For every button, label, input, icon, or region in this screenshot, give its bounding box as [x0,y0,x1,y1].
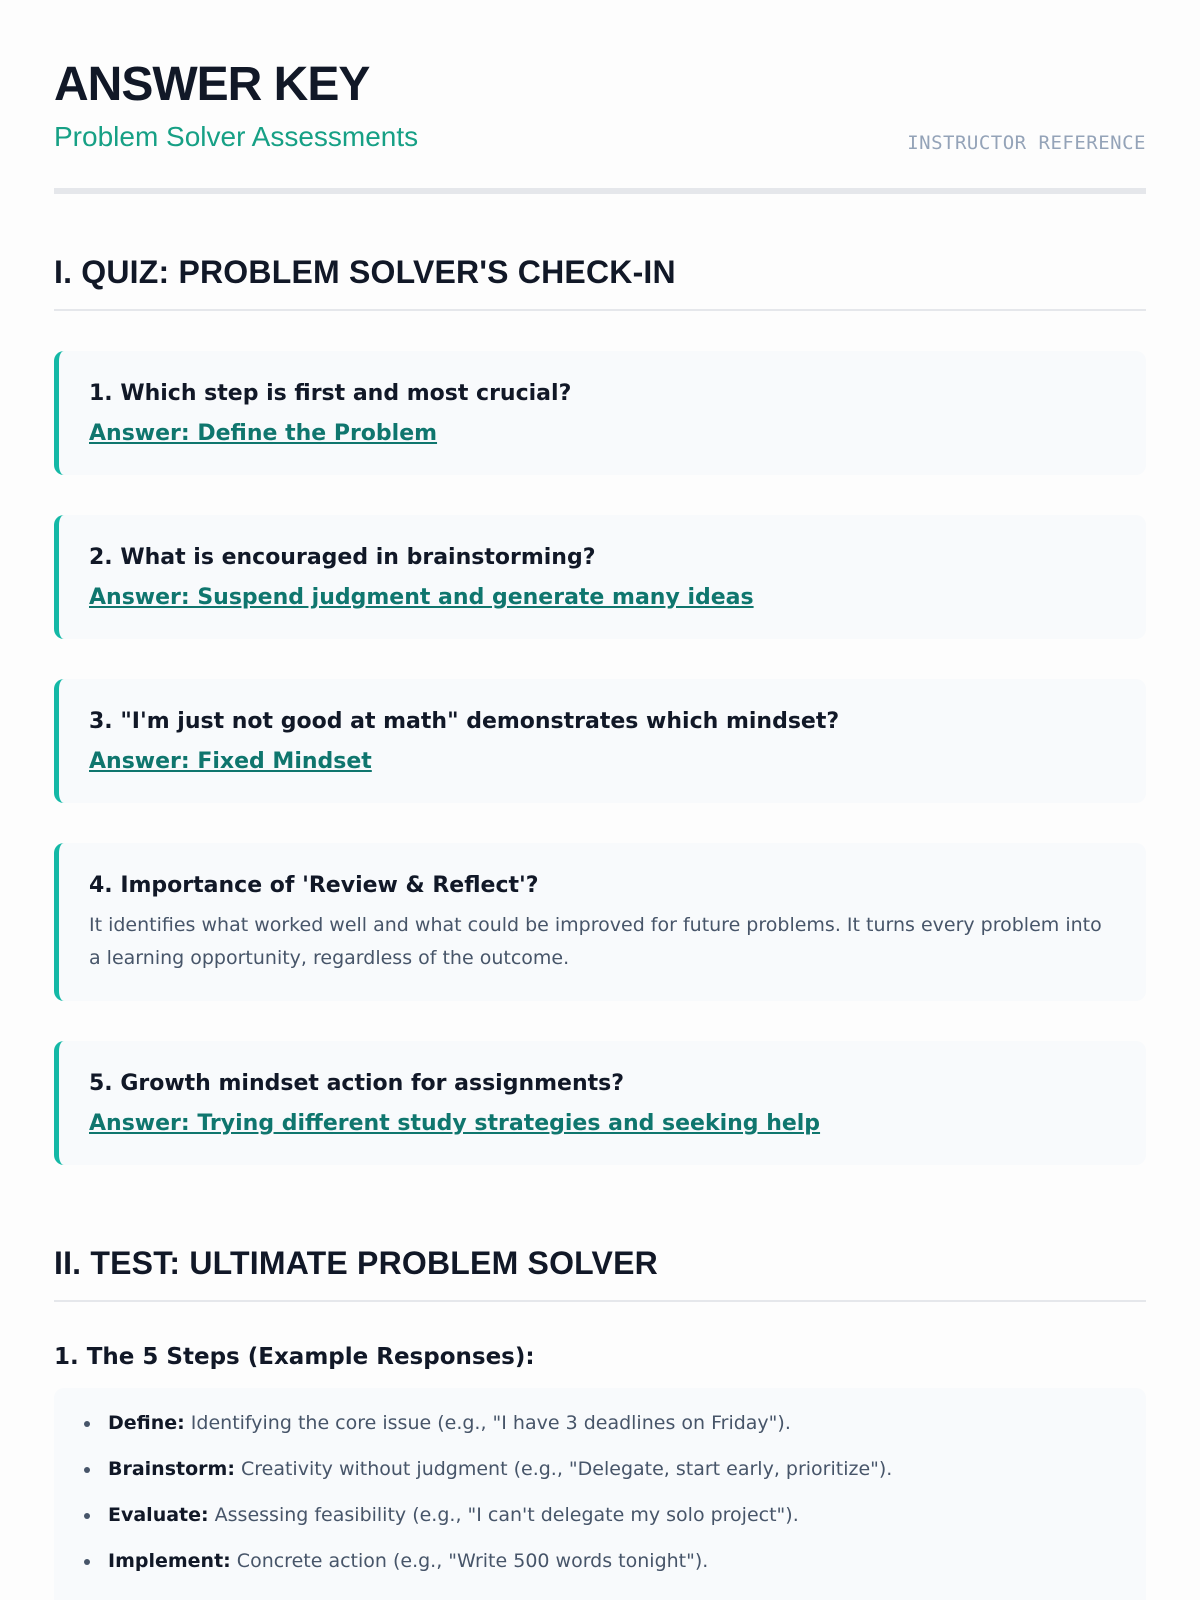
quiz-card-3 [54,679,1146,803]
step-term: Brainstorm: [108,1458,235,1480]
list-item [84,1550,1116,1572]
list-item [84,1458,1116,1480]
quiz-question: 4. Importance of 'Review & Reflect'? [89,873,539,898]
quiz-answer-text: It identifies what worked well and what could be improved for future problems. It turns every problem into a learning opportunity, regardless of the outcome. [89,914,1102,969]
list-item [84,1504,1116,1526]
steps-box [54,1388,1146,1600]
instructor-reference-label: INSTRUCTOR REFERENCE [907,132,1146,154]
steps-list [84,1412,1116,1572]
page-title: ANSWER KEY [54,58,370,111]
step-text: Identifying the core issue (e.g., "I have 3 deadlines on Friday"). [184,1412,791,1434]
quiz-card-1 [54,351,1146,475]
step-term: Implement: [108,1550,231,1572]
step-text: Creativity without judgment (e.g., "Delegate, start early, prioritize"). [234,1458,893,1480]
step-text: Concrete action (e.g., "Write 500 words tonight"). [230,1550,709,1572]
header [54,0,1146,194]
quiz-question: 1. Which step is first and most crucial? [89,381,572,406]
quiz-card-4 [54,843,1146,1001]
list-item [84,1412,1116,1434]
page-subtitle: Problem Solver Assessments [54,121,419,152]
step-text: Assessing feasibility (e.g., "I can't delegate my solo project"). [208,1504,799,1526]
quiz-question: 5. Growth mindset action for assignments? [89,1071,625,1096]
test-section-title: II. TEST: ULTIMATE PROBLEM SOLVER [54,1245,1146,1302]
quiz-answer-link[interactable]: Answer: Fixed Mindset [89,749,372,774]
quiz-answer-link[interactable]: Answer: Suspend judgment and generate many ideas [89,585,754,610]
steps-heading: 1. The 5 Steps (Example Responses): [54,1344,535,1370]
quiz-card-5 [54,1041,1146,1165]
quiz-card-2 [54,515,1146,639]
quiz-question: 2. What is encouraged in brainstorming? [89,545,596,570]
step-term: Define: [108,1412,185,1434]
quiz-question: 3. "I'm just not good at math" demonstrates which mindset? [89,709,840,734]
quiz-answer-link[interactable]: Answer: Define the Problem [89,421,438,446]
quiz-section-title: I. QUIZ: PROBLEM SOLVER'S CHECK-IN [54,254,1146,311]
quiz-answer-link[interactable]: Answer: Trying different study strategies and seeking help [89,1111,821,1136]
step-term: Evaluate: [108,1504,209,1526]
